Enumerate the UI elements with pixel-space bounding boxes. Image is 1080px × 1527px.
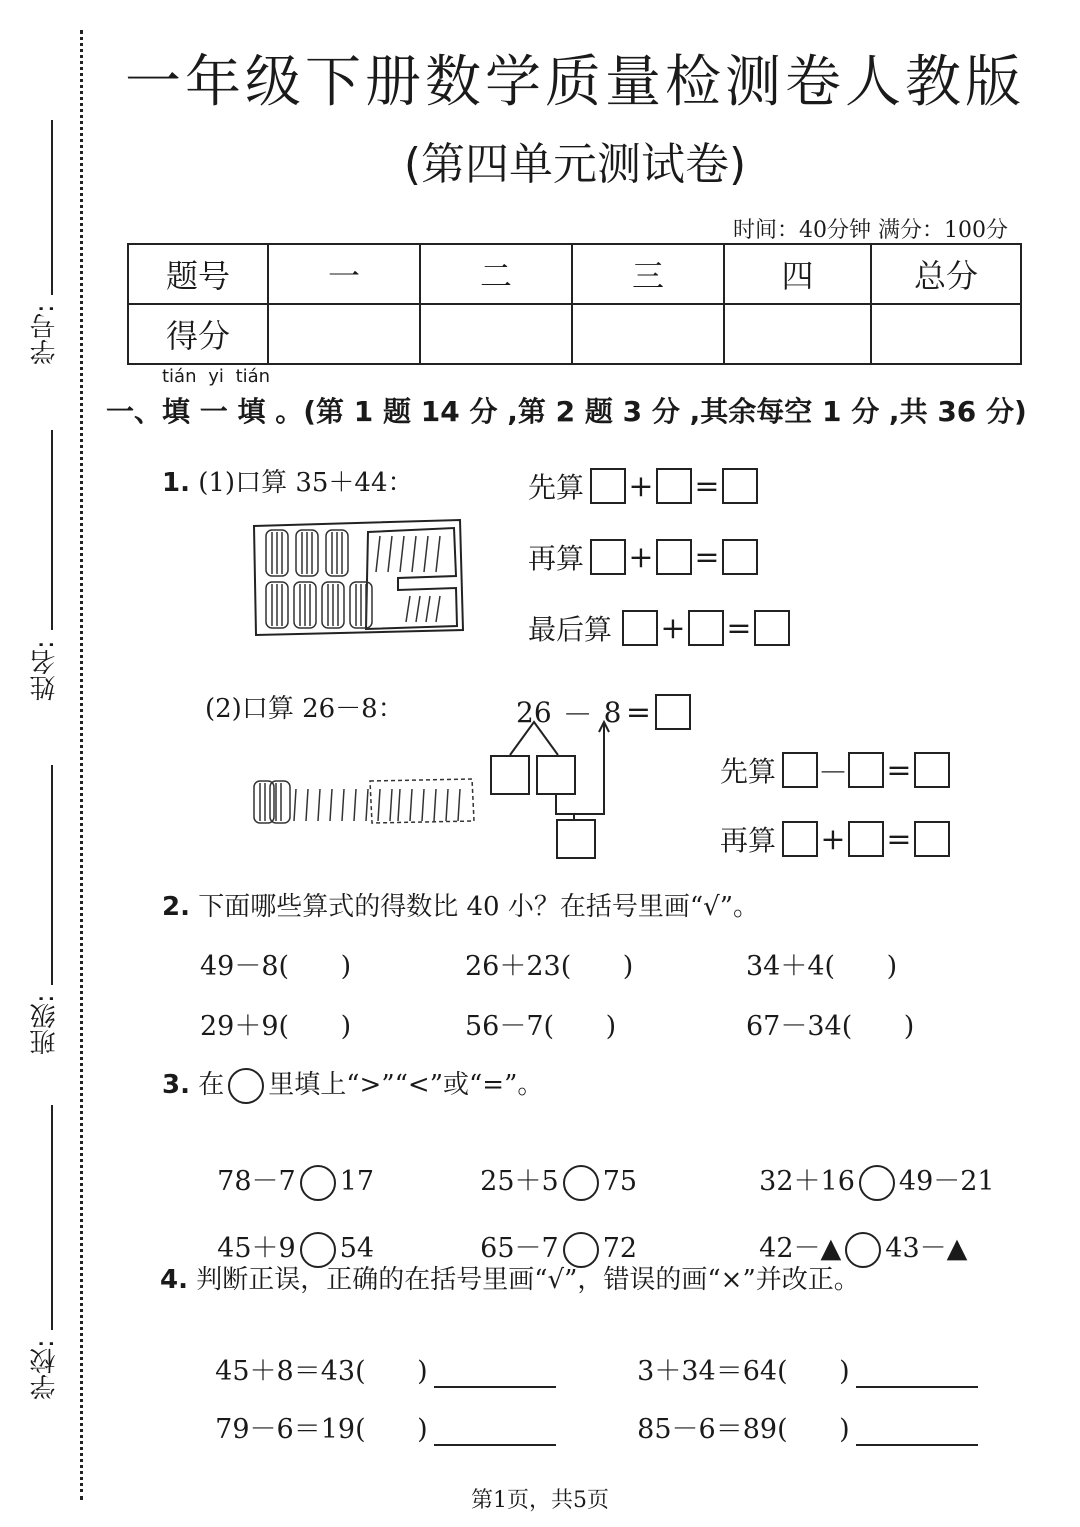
answer-box[interactable] <box>914 752 950 788</box>
q3-left: 25＋5 <box>480 1166 559 1197</box>
q2-item[interactable]: 67－34( ) <box>746 1011 915 1042</box>
page-title: 一年级下册数学质量检测卷人教版 <box>125 50 1025 115</box>
q2-text: 下面哪些算式的得数比 40 小？在括号里画“√”。 <box>198 892 759 922</box>
answer-box[interactable] <box>655 694 691 730</box>
section1-pinyin: tián yi tián <box>162 366 271 387</box>
minus-sign: － <box>562 698 593 733</box>
circle-icon <box>228 1068 264 1104</box>
score-table-header: 题号 <box>128 244 268 304</box>
answer-box[interactable] <box>782 752 818 788</box>
q3-item <box>742 1128 995 1201</box>
score-cell[interactable] <box>420 304 572 364</box>
q3-left: 32＋16 <box>759 1166 855 1197</box>
q4-item <box>198 1376 556 1446</box>
q3-left: 78－7 <box>217 1166 296 1197</box>
q1-part2-step1-label: 先算 <box>720 755 777 788</box>
q3-left: 45＋9 <box>217 1233 296 1264</box>
answer-box[interactable] <box>688 610 724 646</box>
q4-equation[interactable]: 79－6＝19( ) <box>215 1414 428 1445</box>
q1-step2-row <box>528 537 758 577</box>
page-subtitle: (第四单元测试卷) <box>403 139 747 190</box>
equals-sign: = <box>694 539 720 575</box>
equals-sign: = <box>886 821 912 857</box>
school-label: 学校: <box>30 1339 60 1401</box>
q4-item <box>620 1376 978 1446</box>
equals-sign: = <box>886 752 912 788</box>
plus-sign: + <box>660 610 686 646</box>
bundles-picture-26 <box>250 775 475 827</box>
q1-step1-row <box>528 466 758 506</box>
equals-sign: = <box>694 468 720 504</box>
q2-prompt <box>162 886 759 923</box>
q2-item[interactable]: 49－8( ) <box>200 951 352 982</box>
page-footer: 第1页，共5页 <box>471 1488 609 1513</box>
q3-item <box>200 1128 374 1201</box>
minuend: 26 <box>516 695 552 729</box>
q3-right: 17 <box>339 1166 375 1197</box>
q3-item <box>200 1195 374 1268</box>
q3-right: 75 <box>602 1166 638 1197</box>
q3-right: 54 <box>339 1233 375 1264</box>
name-blank <box>51 430 53 630</box>
q3-item <box>463 1195 637 1268</box>
answer-box[interactable] <box>754 610 790 646</box>
q1-step1-label: 先算 <box>528 471 585 504</box>
q4-equation[interactable]: 45＋8＝43( ) <box>215 1356 428 1387</box>
score-row-label: 得分 <box>128 304 268 364</box>
answer-box[interactable] <box>656 468 692 504</box>
q3-text-post: 里填上“>”“<”或“=”。 <box>268 1070 544 1100</box>
q2-item[interactable]: 26＋23( ) <box>465 951 634 982</box>
answer-box[interactable] <box>782 821 818 857</box>
answer-box[interactable] <box>622 610 658 646</box>
plus-sign: + <box>820 821 846 857</box>
binding-dotted-line <box>80 30 83 1500</box>
q1-number: 1. <box>162 468 190 498</box>
equals-sign: = <box>726 610 752 646</box>
q1-step3-row <box>528 608 790 648</box>
equals-sign: = <box>625 694 652 730</box>
decomposition-diagram <box>488 720 618 860</box>
minus-sign: － <box>818 756 848 791</box>
plus-sign: + <box>628 468 654 504</box>
q3-item <box>742 1195 967 1268</box>
q4-equation[interactable]: 3＋34＝64( ) <box>637 1356 850 1387</box>
section1-heading: 一、填 一 填 。(第 1 题 14 分 ,第 2 题 3 分 ,其余每空 1 分 ,共 36 分) <box>106 395 1027 428</box>
answer-box[interactable] <box>656 539 692 575</box>
q1-part2-step1-row <box>720 748 950 792</box>
score-table-header: 四 <box>724 244 871 304</box>
answer-box[interactable] <box>914 821 950 857</box>
q1-part1-label: (1)口算 35＋44： <box>198 468 414 498</box>
score-table-header: 二 <box>420 244 572 304</box>
q1-part2-step2-row <box>720 819 950 859</box>
score-cell[interactable] <box>724 304 871 364</box>
school-blank <box>51 1105 53 1330</box>
answer-box[interactable] <box>590 468 626 504</box>
q1-step2-label: 再算 <box>528 542 585 575</box>
q4-prompt <box>160 1259 860 1296</box>
score-cell[interactable] <box>871 304 1021 364</box>
correction-blank[interactable] <box>434 1420 556 1446</box>
score-table-header: 总分 <box>871 244 1021 304</box>
q3-right: 43－▲ <box>885 1233 968 1264</box>
class-blank <box>51 765 53 985</box>
q3-right: 49－21 <box>898 1166 995 1197</box>
q1-label <box>162 462 414 499</box>
q2-item[interactable]: 56－7( ) <box>465 1011 617 1042</box>
score-cell[interactable] <box>572 304 724 364</box>
answer-box[interactable] <box>590 539 626 575</box>
plus-sign: + <box>628 539 654 575</box>
q3-text-pre: 在 <box>198 1070 225 1100</box>
subtrahend: 8 <box>603 695 622 729</box>
q3-right: 72 <box>602 1233 638 1264</box>
class-label: 班级: <box>30 994 60 1056</box>
q4-number: 4. <box>160 1265 188 1295</box>
score-table-header: 一 <box>268 244 420 304</box>
correction-blank[interactable] <box>856 1420 978 1446</box>
q2-number: 2. <box>162 892 190 922</box>
q2-item[interactable]: 29＋9( ) <box>200 1011 352 1042</box>
student-no-label: 学号: <box>30 304 60 366</box>
q1-part2-step2-label: 再算 <box>720 824 777 857</box>
q4-text: 判断正误，正确的在括号里画“√”，错误的画“×”并改正。 <box>196 1265 860 1295</box>
q3-left: 65－7 <box>480 1233 559 1264</box>
q2-item[interactable]: 34＋4( ) <box>746 951 898 982</box>
score-table-header: 三 <box>572 244 724 304</box>
answer-box[interactable] <box>848 821 884 857</box>
q1-part2-label: (2)口算 26－8： <box>205 694 404 724</box>
q3-left: 42－▲ <box>759 1233 842 1264</box>
exam-meta: 时间：40分钟 满分：100分 <box>733 218 1008 243</box>
q4-equation[interactable]: 85－6＝89( ) <box>637 1414 850 1445</box>
score-cell[interactable] <box>268 304 420 364</box>
answer-box[interactable] <box>722 539 758 575</box>
name-label: 姓名: <box>30 640 60 702</box>
answer-box[interactable] <box>848 752 884 788</box>
bundles-picture-35-44 <box>248 518 466 638</box>
answer-box[interactable] <box>722 468 758 504</box>
q3-prompt <box>162 1064 543 1104</box>
q1-step3-label: 最后算 <box>528 613 613 646</box>
q3-item <box>463 1128 637 1201</box>
q3-number: 3. <box>162 1070 190 1100</box>
score-table <box>127 243 1022 365</box>
